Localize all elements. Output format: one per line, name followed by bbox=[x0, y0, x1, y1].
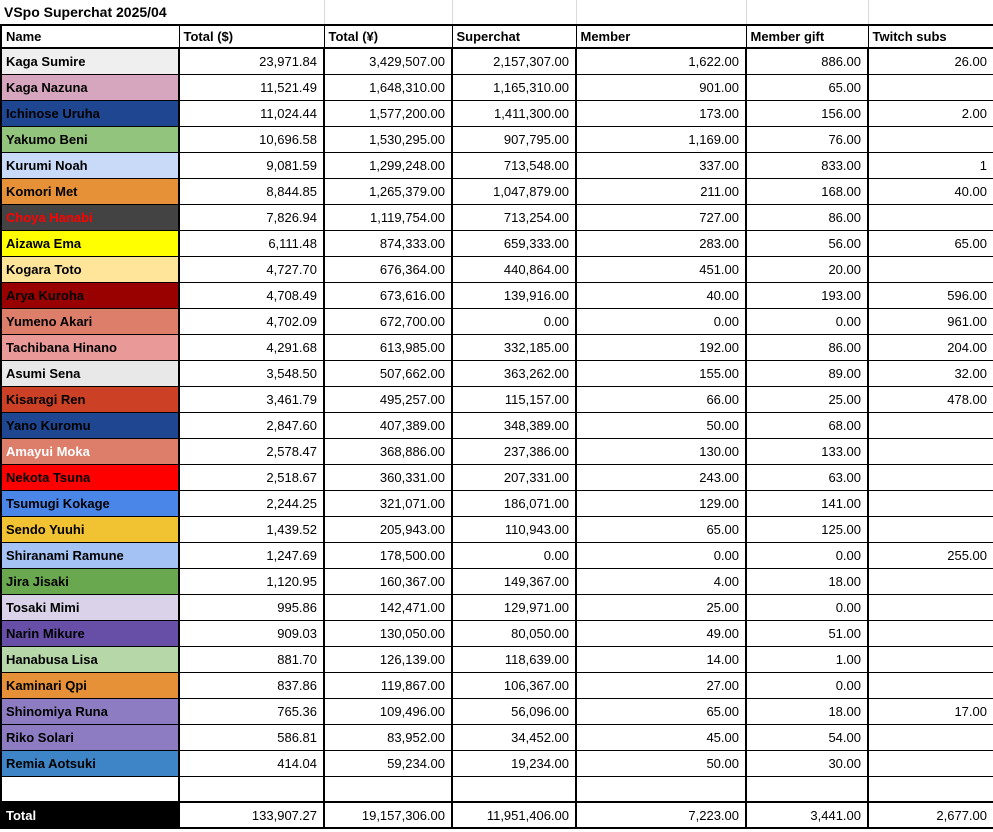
blank-cell[interactable] bbox=[746, 776, 868, 802]
row-name-cell[interactable]: Yakumo Beni bbox=[1, 126, 179, 152]
cell-member-gift[interactable]: 168.00 bbox=[746, 178, 868, 204]
cell-member-gift[interactable]: 833.00 bbox=[746, 152, 868, 178]
cell-total-jpy[interactable]: 321,071.00 bbox=[324, 490, 452, 516]
cell-total-jpy[interactable]: 507,662.00 bbox=[324, 360, 452, 386]
cell-superchat[interactable]: 118,639.00 bbox=[452, 646, 576, 672]
cell-total-usd[interactable]: 10,696.58 bbox=[179, 126, 324, 152]
total-twitch-subs[interactable]: 2,677.00 bbox=[868, 802, 993, 828]
cell-superchat[interactable]: 56,096.00 bbox=[452, 698, 576, 724]
cell-twitch-subs[interactable]: 32.00 bbox=[868, 360, 993, 386]
cell-member[interactable]: 192.00 bbox=[576, 334, 746, 360]
cell-twitch-subs[interactable] bbox=[868, 646, 993, 672]
cell-total-jpy[interactable]: 3,429,507.00 bbox=[324, 48, 452, 74]
cell-superchat[interactable]: 907,795.00 bbox=[452, 126, 576, 152]
cell-total-jpy[interactable]: 672,700.00 bbox=[324, 308, 452, 334]
total-total-usd[interactable]: 133,907.27 bbox=[179, 802, 324, 828]
cell-total-usd[interactable]: 2,578.47 bbox=[179, 438, 324, 464]
blank-cell[interactable] bbox=[452, 776, 576, 802]
row-name-cell[interactable]: Remia Aotsuki bbox=[1, 750, 179, 776]
cell-member-gift[interactable]: 86.00 bbox=[746, 204, 868, 230]
row-name-cell[interactable]: Riko Solari bbox=[1, 724, 179, 750]
cell-total-usd[interactable]: 4,291.68 bbox=[179, 334, 324, 360]
cell-member-gift[interactable]: 133.00 bbox=[746, 438, 868, 464]
table-row bbox=[1, 464, 993, 490]
column-header-superchat[interactable]: Superchat bbox=[452, 25, 576, 48]
cell-twitch-subs[interactable] bbox=[868, 724, 993, 750]
cell-superchat[interactable]: 332,185.00 bbox=[452, 334, 576, 360]
title-empty-cell[interactable] bbox=[324, 0, 452, 25]
cell-total-jpy[interactable]: 676,364.00 bbox=[324, 256, 452, 282]
cell-member[interactable]: 155.00 bbox=[576, 360, 746, 386]
cell-total-usd[interactable]: 3,461.79 bbox=[179, 386, 324, 412]
cell-member[interactable]: 243.00 bbox=[576, 464, 746, 490]
cell-twitch-subs[interactable] bbox=[868, 126, 993, 152]
cell-superchat[interactable]: 115,157.00 bbox=[452, 386, 576, 412]
cell-twitch-subs[interactable]: 2.00 bbox=[868, 100, 993, 126]
title-empty-cell[interactable] bbox=[746, 0, 868, 25]
cell-total-usd[interactable]: 4,727.70 bbox=[179, 256, 324, 282]
cell-total-usd[interactable]: 11,024.44 bbox=[179, 100, 324, 126]
cell-member-gift[interactable]: 18.00 bbox=[746, 698, 868, 724]
cell-total-usd[interactable]: 2,847.60 bbox=[179, 412, 324, 438]
row-name-cell[interactable]: Narin Mikure bbox=[1, 620, 179, 646]
cell-total-jpy[interactable]: 1,119,754.00 bbox=[324, 204, 452, 230]
table-row bbox=[1, 568, 993, 594]
cell-member-gift[interactable]: 56.00 bbox=[746, 230, 868, 256]
cell-twitch-subs[interactable] bbox=[868, 256, 993, 282]
cell-twitch-subs[interactable]: 961.00 bbox=[868, 308, 993, 334]
cell-member-gift[interactable]: 76.00 bbox=[746, 126, 868, 152]
cell-total-usd[interactable]: 23,971.84 bbox=[179, 48, 324, 74]
cell-superchat[interactable]: 129,971.00 bbox=[452, 594, 576, 620]
row-name-cell[interactable]: Kaminari Qpi bbox=[1, 672, 179, 698]
cell-member[interactable]: 337.00 bbox=[576, 152, 746, 178]
cell-superchat[interactable]: 363,262.00 bbox=[452, 360, 576, 386]
cell-twitch-subs[interactable] bbox=[868, 438, 993, 464]
cell-superchat[interactable]: 348,389.00 bbox=[452, 412, 576, 438]
table-row bbox=[1, 490, 993, 516]
cell-total-usd[interactable]: 11,521.49 bbox=[179, 74, 324, 100]
table-row bbox=[1, 386, 993, 412]
cell-total-usd[interactable]: 586.81 bbox=[179, 724, 324, 750]
cell-twitch-subs[interactable]: 478.00 bbox=[868, 386, 993, 412]
cell-total-usd[interactable]: 7,826.94 bbox=[179, 204, 324, 230]
cell-member[interactable]: 50.00 bbox=[576, 412, 746, 438]
row-name-cell[interactable]: Ichinose Uruha bbox=[1, 100, 179, 126]
row-name-cell[interactable]: Tsumugi Kokage bbox=[1, 490, 179, 516]
cell-member[interactable]: 66.00 bbox=[576, 386, 746, 412]
row-name-cell[interactable]: Shinomiya Runa bbox=[1, 698, 179, 724]
table-row bbox=[1, 100, 993, 126]
table-row bbox=[1, 282, 993, 308]
row-name-cell[interactable]: Choya Hanabi bbox=[1, 204, 179, 230]
table-row bbox=[1, 698, 993, 724]
cell-total-jpy[interactable]: 407,389.00 bbox=[324, 412, 452, 438]
row-name-cell[interactable]: Nekota Tsuna bbox=[1, 464, 179, 490]
cell-member-gift[interactable]: 30.00 bbox=[746, 750, 868, 776]
table-row bbox=[1, 620, 993, 646]
cell-member-gift[interactable]: 86.00 bbox=[746, 334, 868, 360]
cell-member-gift[interactable]: 20.00 bbox=[746, 256, 868, 282]
cell-superchat[interactable]: 19,234.00 bbox=[452, 750, 576, 776]
cell-total-usd[interactable]: 9,081.59 bbox=[179, 152, 324, 178]
cell-twitch-subs[interactable]: 26.00 bbox=[868, 48, 993, 74]
row-name-cell[interactable]: Kurumi Noah bbox=[1, 152, 179, 178]
cell-superchat[interactable]: 713,548.00 bbox=[452, 152, 576, 178]
cell-total-usd[interactable]: 3,548.50 bbox=[179, 360, 324, 386]
cell-twitch-subs[interactable] bbox=[868, 594, 993, 620]
blank-cell[interactable] bbox=[1, 776, 179, 802]
cell-member-gift[interactable]: 54.00 bbox=[746, 724, 868, 750]
cell-member[interactable]: 283.00 bbox=[576, 230, 746, 256]
cell-total-usd[interactable]: 1,120.95 bbox=[179, 568, 324, 594]
cell-total-jpy[interactable]: 109,496.00 bbox=[324, 698, 452, 724]
row-name-cell[interactable]: Komori Met bbox=[1, 178, 179, 204]
cell-member[interactable]: 451.00 bbox=[576, 256, 746, 282]
cell-total-jpy[interactable]: 368,886.00 bbox=[324, 438, 452, 464]
cell-total-usd[interactable]: 4,708.49 bbox=[179, 282, 324, 308]
table-body bbox=[1, 48, 993, 776]
blank-cell[interactable] bbox=[576, 776, 746, 802]
cell-superchat[interactable]: 0.00 bbox=[452, 308, 576, 334]
table-row bbox=[1, 204, 993, 230]
cell-total-jpy[interactable]: 59,234.00 bbox=[324, 750, 452, 776]
table-row bbox=[1, 74, 993, 100]
table-row bbox=[1, 646, 993, 672]
row-name-cell[interactable]: Amayui Moka bbox=[1, 438, 179, 464]
cell-member-gift[interactable]: 156.00 bbox=[746, 100, 868, 126]
cell-total-jpy[interactable]: 874,333.00 bbox=[324, 230, 452, 256]
cell-member[interactable]: 40.00 bbox=[576, 282, 746, 308]
row-name-cell[interactable]: Kisaragi Ren bbox=[1, 386, 179, 412]
cell-member-gift[interactable]: 25.00 bbox=[746, 386, 868, 412]
row-name-cell[interactable]: Hanabusa Lisa bbox=[1, 646, 179, 672]
cell-total-jpy[interactable]: 130,050.00 bbox=[324, 620, 452, 646]
row-name-cell[interactable]: Yano Kuromu bbox=[1, 412, 179, 438]
cell-twitch-subs[interactable] bbox=[868, 516, 993, 542]
cell-superchat[interactable]: 106,367.00 bbox=[452, 672, 576, 698]
cell-superchat[interactable]: 237,386.00 bbox=[452, 438, 576, 464]
cell-total-jpy[interactable]: 119,867.00 bbox=[324, 672, 452, 698]
cell-superchat[interactable]: 1,411,300.00 bbox=[452, 100, 576, 126]
cell-superchat[interactable]: 0.00 bbox=[452, 542, 576, 568]
cell-member-gift[interactable]: 51.00 bbox=[746, 620, 868, 646]
blank-row bbox=[1, 776, 993, 802]
cell-superchat[interactable]: 440,864.00 bbox=[452, 256, 576, 282]
cell-total-usd[interactable]: 2,518.67 bbox=[179, 464, 324, 490]
table-row bbox=[1, 750, 993, 776]
cell-member[interactable]: 130.00 bbox=[576, 438, 746, 464]
row-name-cell[interactable]: Kaga Nazuna bbox=[1, 74, 179, 100]
cell-member-gift[interactable]: 886.00 bbox=[746, 48, 868, 74]
blank-cell[interactable] bbox=[324, 776, 452, 802]
cell-member[interactable]: 129.00 bbox=[576, 490, 746, 516]
total-superchat[interactable]: 11,951,406.00 bbox=[452, 802, 576, 828]
cell-total-usd[interactable]: 881.70 bbox=[179, 646, 324, 672]
cell-total-jpy[interactable]: 1,265,379.00 bbox=[324, 178, 452, 204]
cell-superchat[interactable]: 110,943.00 bbox=[452, 516, 576, 542]
cell-member-gift[interactable]: 1.00 bbox=[746, 646, 868, 672]
cell-superchat[interactable]: 713,254.00 bbox=[452, 204, 576, 230]
cell-member-gift[interactable]: 141.00 bbox=[746, 490, 868, 516]
table-row bbox=[1, 48, 993, 74]
cell-superchat[interactable]: 1,047,879.00 bbox=[452, 178, 576, 204]
cell-superchat[interactable]: 1,165,310.00 bbox=[452, 74, 576, 100]
table-row bbox=[1, 594, 993, 620]
cell-member[interactable]: 1,169.00 bbox=[576, 126, 746, 152]
table-row bbox=[1, 334, 993, 360]
row-name-cell[interactable]: Kogara Toto bbox=[1, 256, 179, 282]
cell-total-jpy[interactable]: 83,952.00 bbox=[324, 724, 452, 750]
title-empty-cell[interactable] bbox=[576, 0, 746, 25]
cell-total-jpy[interactable]: 126,139.00 bbox=[324, 646, 452, 672]
cell-total-jpy[interactable]: 1,648,310.00 bbox=[324, 74, 452, 100]
table-row bbox=[1, 412, 993, 438]
cell-total-jpy[interactable]: 360,331.00 bbox=[324, 464, 452, 490]
cell-twitch-subs[interactable] bbox=[868, 490, 993, 516]
cell-member[interactable]: 14.00 bbox=[576, 646, 746, 672]
column-header-member[interactable]: Member bbox=[576, 25, 746, 48]
cell-total-usd[interactable]: 414.04 bbox=[179, 750, 324, 776]
cell-member[interactable]: 901.00 bbox=[576, 74, 746, 100]
cell-total-jpy[interactable]: 1,577,200.00 bbox=[324, 100, 452, 126]
row-name-cell[interactable]: Shiranami Ramune bbox=[1, 542, 179, 568]
column-header-name[interactable]: Name bbox=[1, 25, 179, 48]
total-member[interactable]: 7,223.00 bbox=[576, 802, 746, 828]
row-name-cell[interactable]: Asumi Sena bbox=[1, 360, 179, 386]
cell-member[interactable]: 25.00 bbox=[576, 594, 746, 620]
table-row bbox=[1, 516, 993, 542]
row-name-cell[interactable]: Aizawa Ema bbox=[1, 230, 179, 256]
cell-member-gift[interactable]: 63.00 bbox=[746, 464, 868, 490]
cell-member-gift[interactable]: 125.00 bbox=[746, 516, 868, 542]
column-header-total-jpy[interactable]: Total (¥) bbox=[324, 25, 452, 48]
cell-member[interactable]: 49.00 bbox=[576, 620, 746, 646]
table-row bbox=[1, 438, 993, 464]
cell-member[interactable]: 727.00 bbox=[576, 204, 746, 230]
header-row bbox=[1, 25, 993, 48]
table-row bbox=[1, 360, 993, 386]
cell-twitch-subs[interactable]: 1 bbox=[868, 152, 993, 178]
table-row bbox=[1, 308, 993, 334]
cell-twitch-subs[interactable]: 204.00 bbox=[868, 334, 993, 360]
cell-member[interactable]: 4.00 bbox=[576, 568, 746, 594]
cell-twitch-subs[interactable]: 255.00 bbox=[868, 542, 993, 568]
table-row bbox=[1, 152, 993, 178]
cell-twitch-subs[interactable] bbox=[868, 204, 993, 230]
cell-total-usd[interactable]: 2,244.25 bbox=[179, 490, 324, 516]
cell-member[interactable]: 0.00 bbox=[576, 308, 746, 334]
cell-total-usd[interactable]: 4,702.09 bbox=[179, 308, 324, 334]
cell-total-usd[interactable]: 1,247.69 bbox=[179, 542, 324, 568]
cell-total-usd[interactable]: 909.03 bbox=[179, 620, 324, 646]
total-row bbox=[1, 802, 993, 828]
cell-total-jpy[interactable]: 673,616.00 bbox=[324, 282, 452, 308]
table-row bbox=[1, 126, 993, 152]
cell-member-gift[interactable]: 68.00 bbox=[746, 412, 868, 438]
cell-member[interactable]: 173.00 bbox=[576, 100, 746, 126]
cell-total-jpy[interactable]: 142,471.00 bbox=[324, 594, 452, 620]
cell-total-jpy[interactable]: 160,367.00 bbox=[324, 568, 452, 594]
cell-member[interactable]: 65.00 bbox=[576, 516, 746, 542]
cell-total-usd[interactable]: 1,439.52 bbox=[179, 516, 324, 542]
row-name-cell[interactable]: Tachibana Hinano bbox=[1, 334, 179, 360]
cell-twitch-subs[interactable] bbox=[868, 620, 993, 646]
row-name-cell[interactable]: Kaga Sumire bbox=[1, 48, 179, 74]
column-header-total-usd[interactable]: Total ($) bbox=[179, 25, 324, 48]
cell-twitch-subs[interactable]: 596.00 bbox=[868, 282, 993, 308]
row-name-cell[interactable]: Sendo Yuuhi bbox=[1, 516, 179, 542]
cell-twitch-subs[interactable] bbox=[868, 412, 993, 438]
cell-superchat[interactable]: 2,157,307.00 bbox=[452, 48, 576, 74]
cell-twitch-subs[interactable] bbox=[868, 464, 993, 490]
cell-total-usd[interactable]: 995.86 bbox=[179, 594, 324, 620]
cell-member-gift[interactable]: 0.00 bbox=[746, 542, 868, 568]
blank-cell[interactable] bbox=[868, 776, 993, 802]
cell-total-usd[interactable]: 837.86 bbox=[179, 672, 324, 698]
cell-member[interactable]: 27.00 bbox=[576, 672, 746, 698]
table-row bbox=[1, 230, 993, 256]
cell-twitch-subs[interactable] bbox=[868, 672, 993, 698]
cell-member-gift[interactable]: 65.00 bbox=[746, 74, 868, 100]
cell-total-jpy[interactable]: 1,299,248.00 bbox=[324, 152, 452, 178]
title-empty-cell[interactable] bbox=[179, 0, 324, 25]
row-name-cell[interactable]: Tosaki Mimi bbox=[1, 594, 179, 620]
row-name-cell[interactable]: Arya Kuroha bbox=[1, 282, 179, 308]
column-header-twitch-subs[interactable]: Twitch subs bbox=[868, 25, 993, 48]
cell-member[interactable]: 50.00 bbox=[576, 750, 746, 776]
title-empty-cell[interactable] bbox=[868, 0, 993, 25]
cell-member[interactable]: 65.00 bbox=[576, 698, 746, 724]
title-empty-cell[interactable] bbox=[452, 0, 576, 25]
cell-member[interactable]: 0.00 bbox=[576, 542, 746, 568]
cell-total-usd[interactable]: 8,844.85 bbox=[179, 178, 324, 204]
cell-member-gift[interactable]: 0.00 bbox=[746, 672, 868, 698]
cell-twitch-subs[interactable] bbox=[868, 568, 993, 594]
cell-superchat[interactable]: 659,333.00 bbox=[452, 230, 576, 256]
blank-cell[interactable] bbox=[179, 776, 324, 802]
sheet-title[interactable]: VSpo Superchat 2025/04 bbox=[4, 4, 167, 20]
cell-twitch-subs[interactable]: 40.00 bbox=[868, 178, 993, 204]
table-row bbox=[1, 178, 993, 204]
cell-member-gift[interactable]: 0.00 bbox=[746, 594, 868, 620]
row-name-cell[interactable]: Yumeno Akari bbox=[1, 308, 179, 334]
cell-superchat[interactable]: 186,071.00 bbox=[452, 490, 576, 516]
cell-member-gift[interactable]: 193.00 bbox=[746, 282, 868, 308]
column-header-member-gift[interactable]: Member gift bbox=[746, 25, 868, 48]
cell-total-jpy[interactable]: 495,257.00 bbox=[324, 386, 452, 412]
cell-member-gift[interactable]: 18.00 bbox=[746, 568, 868, 594]
table-row bbox=[1, 672, 993, 698]
cell-twitch-subs[interactable] bbox=[868, 750, 993, 776]
table-row bbox=[1, 724, 993, 750]
cell-total-usd[interactable]: 6,111.48 bbox=[179, 230, 324, 256]
total-member-gift[interactable]: 3,441.00 bbox=[746, 802, 868, 828]
cell-member[interactable]: 211.00 bbox=[576, 178, 746, 204]
cell-member[interactable]: 45.00 bbox=[576, 724, 746, 750]
cell-superchat[interactable]: 207,331.00 bbox=[452, 464, 576, 490]
table-row bbox=[1, 542, 993, 568]
cell-total-jpy[interactable]: 205,943.00 bbox=[324, 516, 452, 542]
cell-superchat[interactable]: 80,050.00 bbox=[452, 620, 576, 646]
table-row bbox=[1, 256, 993, 282]
cell-member-gift[interactable]: 89.00 bbox=[746, 360, 868, 386]
row-name-cell[interactable]: Jira Jisaki bbox=[1, 568, 179, 594]
cell-superchat[interactable]: 149,367.00 bbox=[452, 568, 576, 594]
cell-member-gift[interactable]: 0.00 bbox=[746, 308, 868, 334]
title-row bbox=[1, 0, 993, 25]
cell-superchat[interactable]: 139,916.00 bbox=[452, 282, 576, 308]
cell-total-usd[interactable]: 765.36 bbox=[179, 698, 324, 724]
cell-total-jpy[interactable]: 613,985.00 bbox=[324, 334, 452, 360]
cell-superchat[interactable]: 34,452.00 bbox=[452, 724, 576, 750]
total-label[interactable]: Total bbox=[1, 802, 179, 828]
total-total-jpy[interactable]: 19,157,306.00 bbox=[324, 802, 452, 828]
cell-member[interactable]: 1,622.00 bbox=[576, 48, 746, 74]
cell-total-jpy[interactable]: 1,530,295.00 bbox=[324, 126, 452, 152]
cell-twitch-subs[interactable]: 17.00 bbox=[868, 698, 993, 724]
cell-twitch-subs[interactable] bbox=[868, 74, 993, 100]
cell-total-jpy[interactable]: 178,500.00 bbox=[324, 542, 452, 568]
cell-twitch-subs[interactable]: 65.00 bbox=[868, 230, 993, 256]
